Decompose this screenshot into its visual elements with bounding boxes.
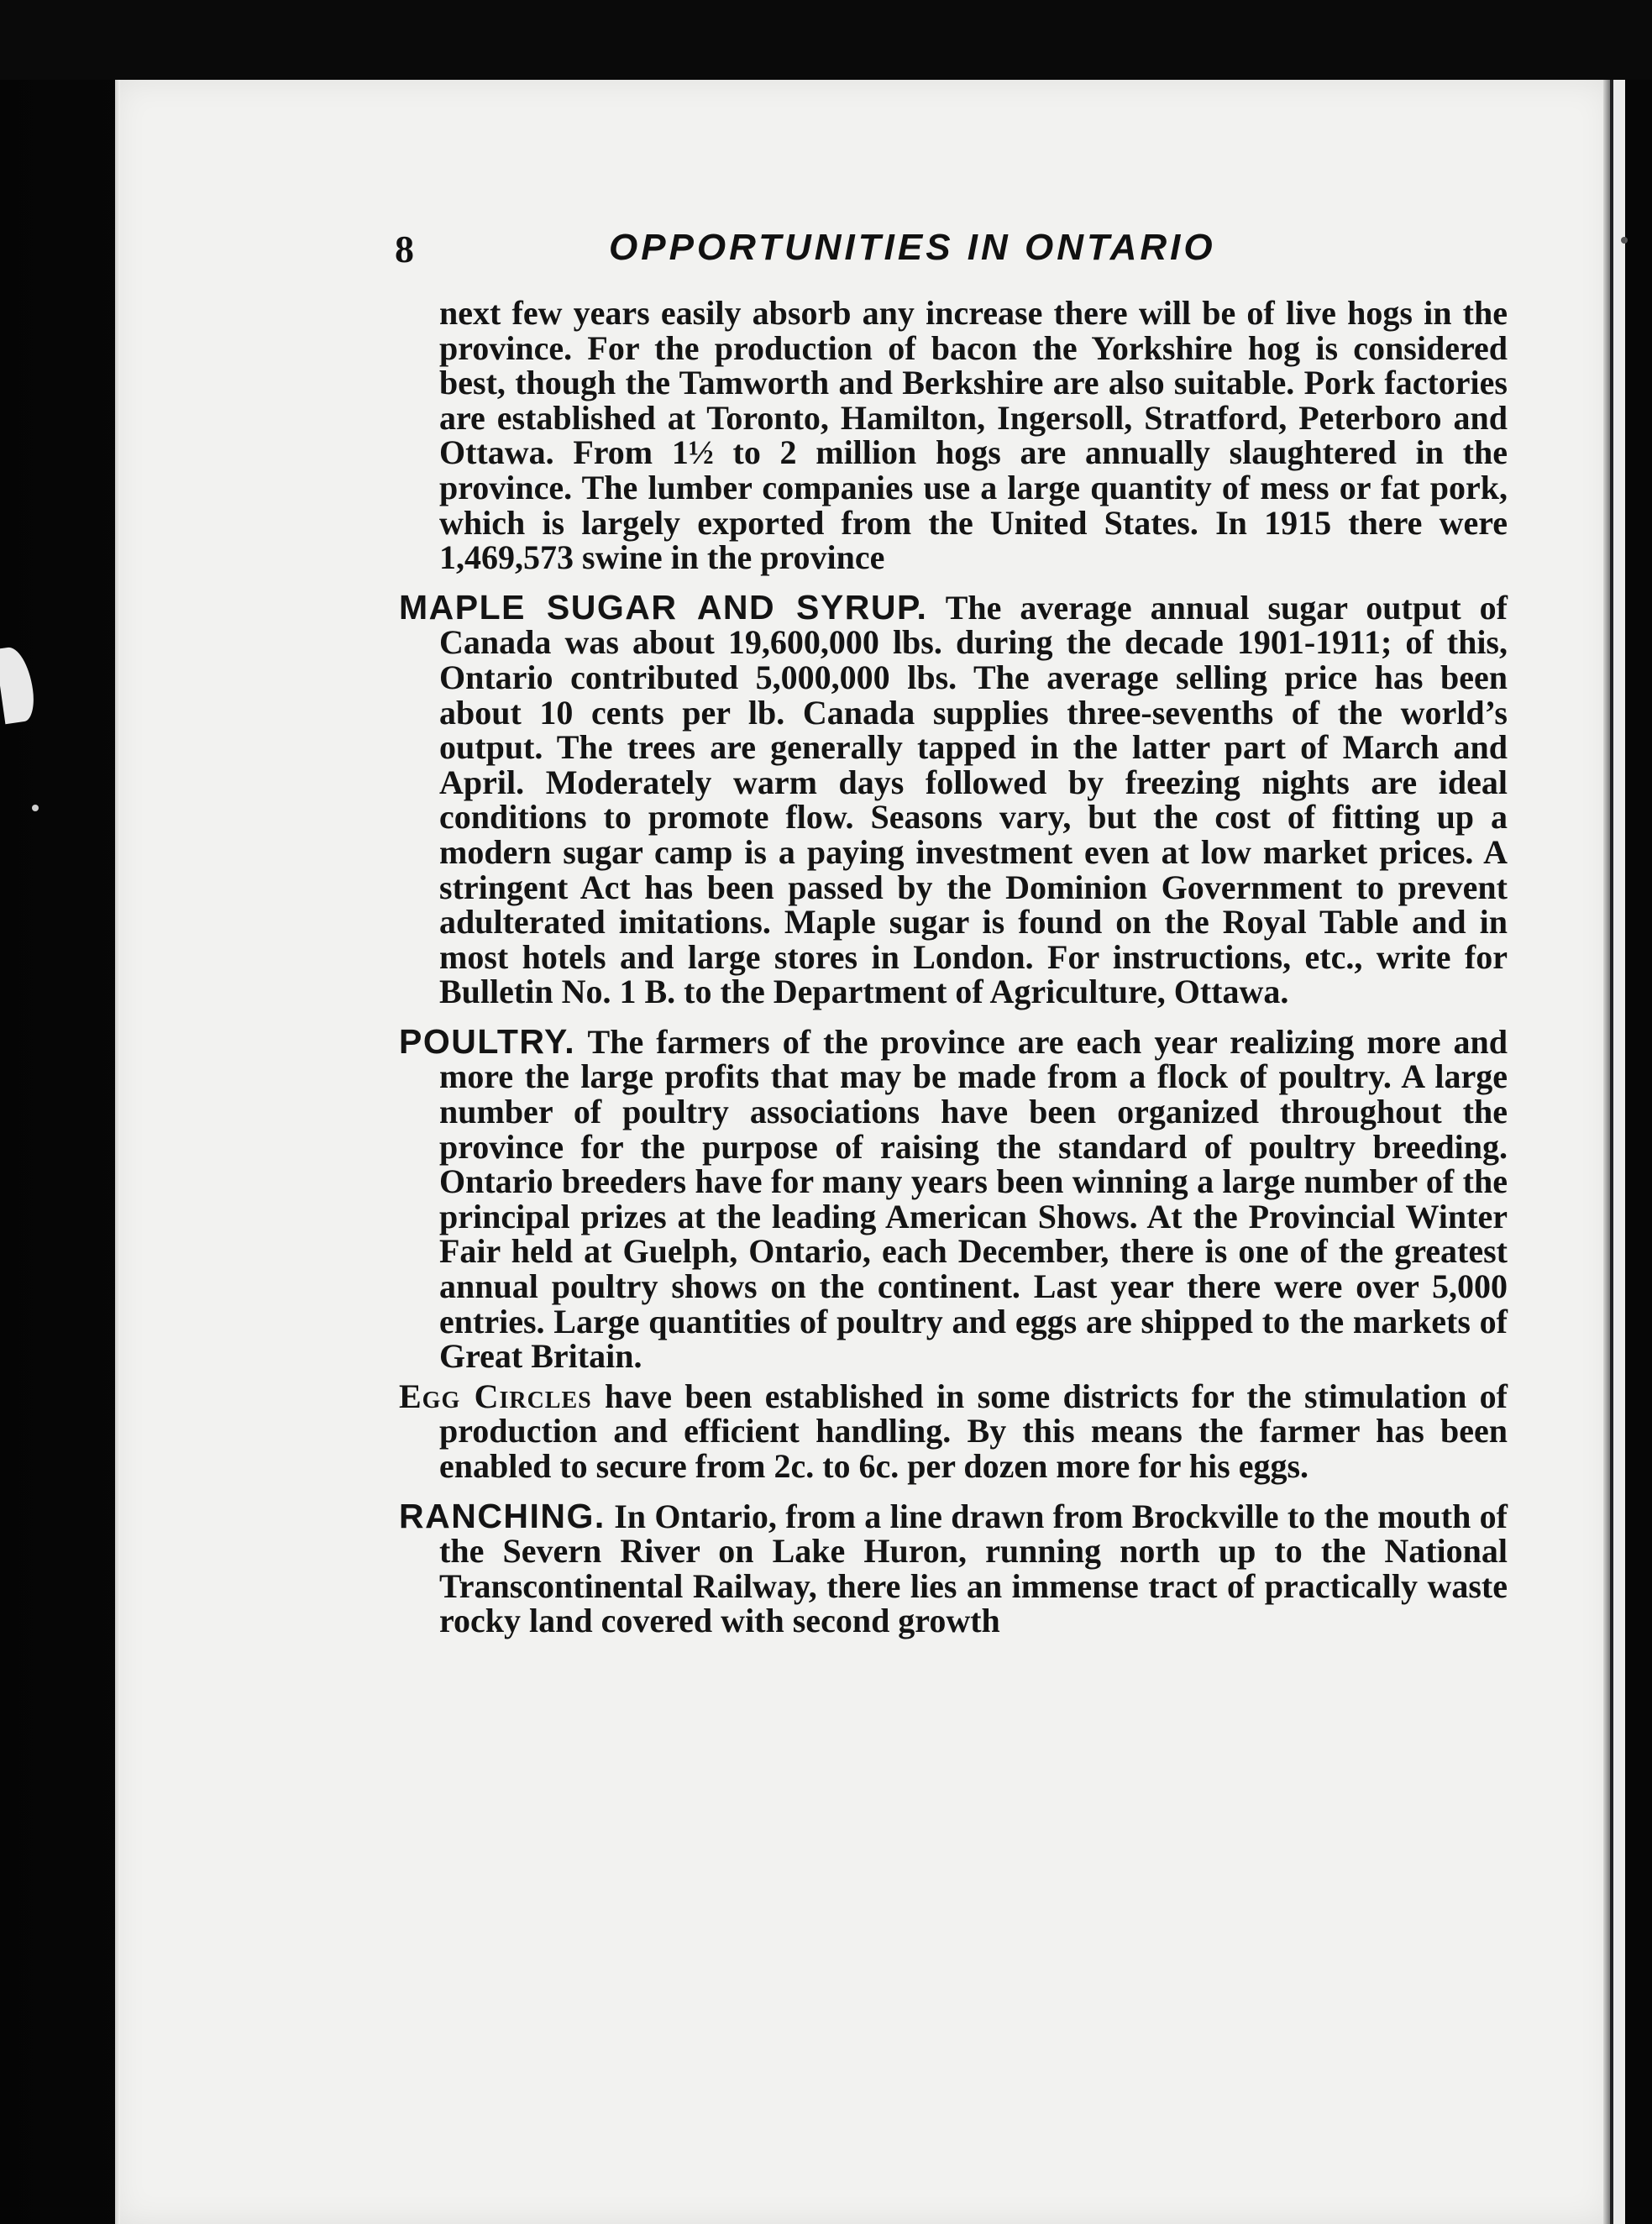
scan-speck <box>32 805 39 811</box>
egg-circles-entry <box>399 1377 1508 1485</box>
poultry-body: The farmers of the province are each year realizing more and more the large profits that may be made from a flock of poultry. A large number of poultry associations have been organized throughout the province for the purpose of raising the standard of poultry breeding. Ontario breeders have for many years been winning a large number of the principal prizes at the leading American Shows. At the Provincial Winter Fair held at Guelph, Ontario, each December, there is one of the greatest annual poultry shows on the continent. Last year there were over 5,000 entries. Large quantities of poultry and eggs are shipped to the markets of Great Britain. <box>439 1022 1508 1376</box>
page-edge-shadow <box>115 80 120 2224</box>
continuation-paragraph: next few years easily absorb any increase there will be of live hogs in the province. For the production of bacon the Yorkshire hog is considered best, though the Tamworth and Berkshire are also suitable. Pork factories are established at Toronto, Hamilton, Ingersoll, Stratford, Peterboro and Ottawa. From 1½ to 2 million hogs are annually slaughtered in the province. The lumber companies use a large quantity of mess or fat pork, which is largely exported from the United States. In 1915 there were 1,469,573 swine in the province <box>439 294 1508 577</box>
body-text <box>399 296 1508 1639</box>
egg-circles-body: have been established in some districts for the stimulation of production and efficient handling. By this means the farmer has been enabled to secure from 2c. to 6c. per dozen more for his eggs. <box>439 1377 1508 1485</box>
poultry-entry <box>399 1021 1508 1376</box>
page-number: 8 <box>395 228 414 270</box>
egg-circles-heading: Egg Circles <box>399 1377 592 1415</box>
maple-sugar-heading: MAPLE SUGAR AND SYRUP. <box>399 587 928 627</box>
running-head: OPPORTUNITIES IN ONTARIO <box>609 227 1216 268</box>
scan-top-margin <box>0 0 1652 80</box>
ranching-heading: RANCHING. <box>399 1496 606 1535</box>
page-gutter-shadow <box>1603 80 1610 2224</box>
scan-speck <box>1621 237 1628 244</box>
poultry-heading: POULTRY. <box>399 1021 576 1061</box>
facing-page-edge <box>1610 80 1625 2224</box>
ranching-entry <box>399 1496 1508 1640</box>
ranching-body: In Ontario, from a line drawn from Brockville to the mouth of the Severn River on Lake Huron, running north up to the National Transcontinental Railway, there lies an immense tract of practically waste rocky land covered with second growth <box>439 1497 1508 1640</box>
page-header <box>395 227 1377 277</box>
maple-sugar-entry <box>399 587 1508 1011</box>
maple-sugar-body: The average annual sugar output of Canada was about 19,600,000 lbs. during the decade 1901-1911; of this, Ontario contributed 5,000,000 lbs. The average selling price has been about 10 cents per lb. Canada supplies three-sevenths of the world’s output. The trees are generally tapped in the latter part of March and April. Moderately warm days followed by freezing nights are ideal conditions to promote flow. Seasons vary, but the cost of fitting up a modern sugar camp is a paying investment even at low market prices. A stringent Act has been passed by the Dominion Government to prevent adulterated imitations. Maple sugar is found on the Royal Table and in most hotels and large stores in London. For instructions, etc., write for Bulletin No. 1 B. to the Department of Agriculture, Ottawa. <box>439 588 1508 1011</box>
